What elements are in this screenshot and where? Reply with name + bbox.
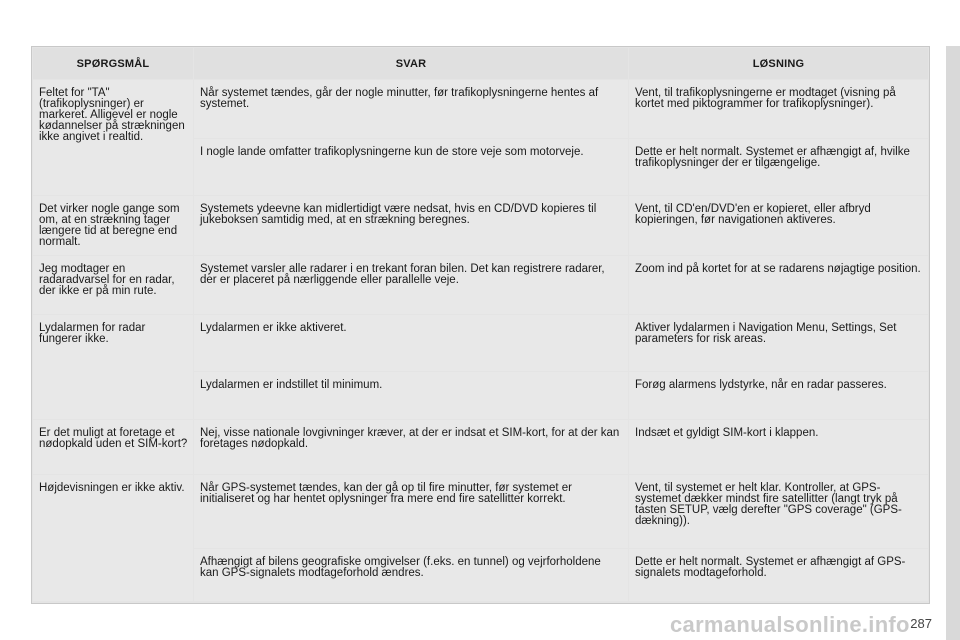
- table-row: [33, 475, 928, 548]
- solution-cell: Dette er helt normalt. Systemet er afhængigt af GPS-signalets modtageforhold.: [629, 549, 928, 601]
- solution-cell: Indsæt et gyldigt SIM-kort i klappen.: [629, 420, 928, 474]
- header-row: [33, 48, 928, 79]
- table-row: [33, 315, 928, 371]
- solution-cell: Zoom ind på kortet for at se radarens nøjagtige position.: [629, 256, 928, 314]
- answer-cell: Systemets ydeevne kan midlertidigt være nedsat, hvis en CD/DVD kopieres til jukeboksen samtidig med, at en strækning beregnes.: [194, 196, 628, 255]
- question-cell: Feltet for "TA" (trafikoplysninger) er markeret. Alligevel er nogle kødannelser på strækningen ikke angivet i realtid.: [33, 80, 193, 195]
- question-cell: Jeg modtager en radaradvarsel for en radar, der ikke er på min rute.: [33, 256, 193, 314]
- table-row: [33, 80, 928, 138]
- table-row: [33, 196, 928, 255]
- faq-table: [32, 47, 929, 602]
- header-answer: SVAR: [194, 48, 628, 79]
- solution-cell: Vent, til CD'en/DVD'en er kopieret, eller afbryd kopieringen, før navigationen aktiveres.: [629, 196, 928, 255]
- watermark: carmanualsonline.info: [670, 612, 910, 637]
- answer-cell: Afhængigt af bilens geografiske omgivelser (f.eks. en tunnel) og vejrforholdene kan GPS-signalets modtageforhold ændres.: [194, 549, 628, 601]
- scrollbar[interactable]: [946, 46, 960, 640]
- table-row: [33, 256, 928, 314]
- question-cell: Det virker nogle gange som om, at en strækning tager længere tid at beregne end normalt.: [33, 196, 193, 255]
- page-number: 287: [910, 616, 932, 631]
- answer-cell: Lydalarmen er ikke aktiveret.: [194, 315, 628, 371]
- answer-cell: Når systemet tændes, går der nogle minutter, før trafikoplysningerne hentes af systemet.: [194, 80, 628, 138]
- solution-cell: Dette er helt normalt. Systemet er afhængigt af, hvilke trafikoplysninger der er tilgængelige.: [629, 139, 928, 195]
- header-question: SPØRGSMÅL: [33, 48, 193, 79]
- faq-table-container: [31, 46, 930, 604]
- solution-cell: Forøg alarmens lydstyrke, når en radar passeres.: [629, 372, 928, 419]
- question-cell: Er det muligt at foretage et nødopkald uden et SIM-kort?: [33, 420, 193, 474]
- answer-cell: Når GPS-systemet tændes, kan der gå op til fire minutter, før systemet er initialiseret og har hentet oplysninger fra mere end fire satellitter korrekt.: [194, 475, 628, 548]
- question-cell: Lydalarmen for radar fungerer ikke.: [33, 315, 193, 419]
- solution-cell: Vent, til trafikoplysningerne er modtaget (visning på kortet med piktogrammer for trafikoplysninger).: [629, 80, 928, 138]
- table-row: [33, 420, 928, 474]
- answer-cell: I nogle lande omfatter trafikoplysningerne kun de store veje som motorveje.: [194, 139, 628, 195]
- solution-cell: Vent, til systemet er helt klar. Kontroller, at GPS-systemet dækker mindst fire satellitter (langt tryk på tasten SETUP, vælg derefter "GPS coverage" (GPS-dækning)).: [629, 475, 928, 548]
- header-solution: LØSNING: [629, 48, 928, 79]
- answer-cell: Systemet varsler alle radarer i en trekant foran bilen. Det kan registrere radarer, der er placeret på nærliggende eller parallelle veje.: [194, 256, 628, 314]
- answer-cell: Nej, visse nationale lovgivninger kræver, at der er indsat et SIM-kort, for at der kan foretages nødopkald.: [194, 420, 628, 474]
- question-cell: Højdevisningen er ikke aktiv.: [33, 475, 193, 601]
- solution-cell: Aktiver lydalarmen i Navigation Menu, Settings, Set parameters for risk areas.: [629, 315, 928, 371]
- answer-cell: Lydalarmen er indstillet til minimum.: [194, 372, 628, 419]
